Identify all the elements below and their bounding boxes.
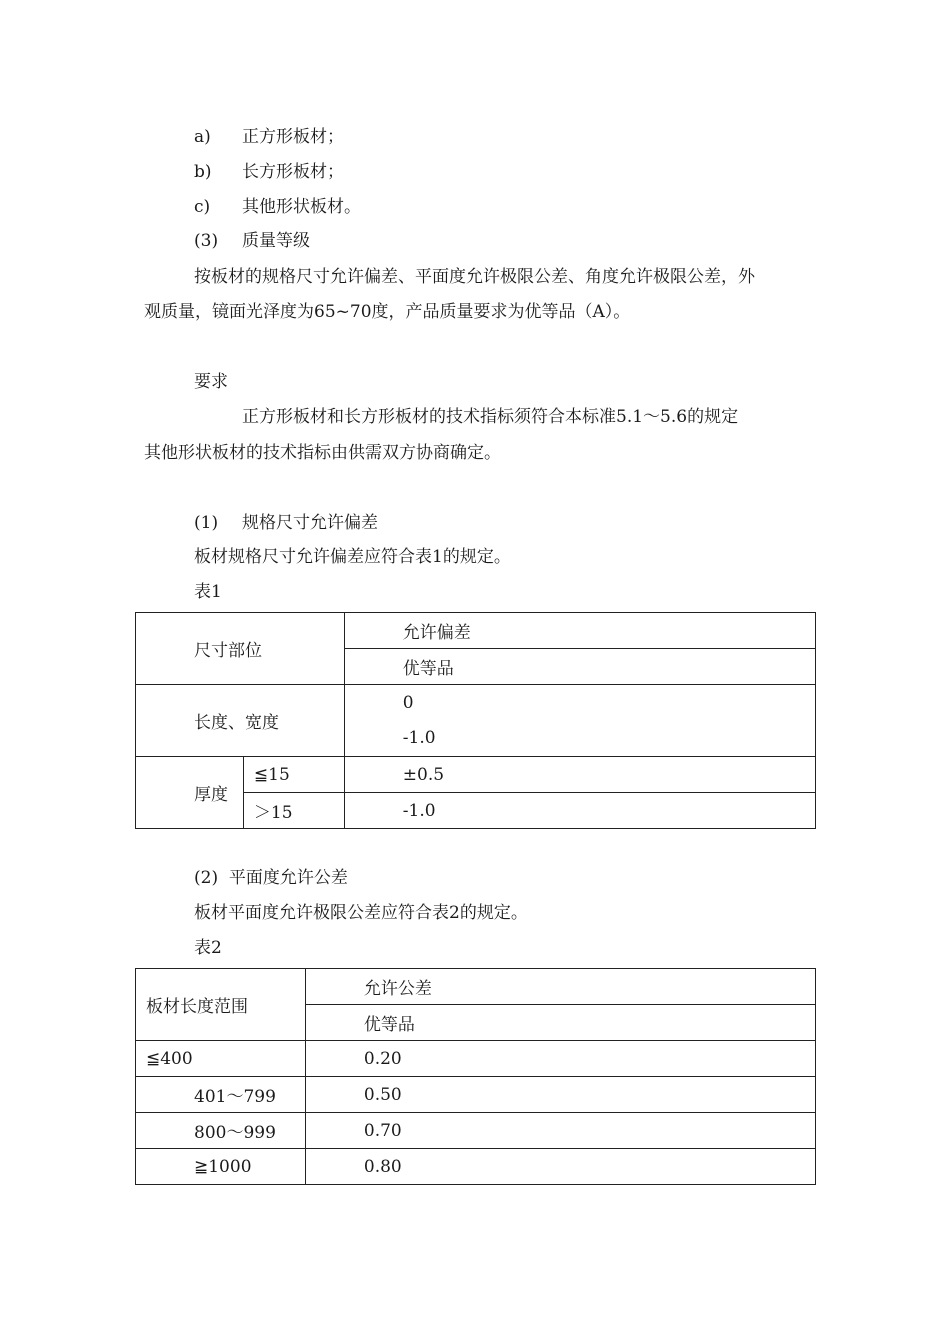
- table-row: [136, 1077, 816, 1113]
- table1-value-upper: 0: [402, 692, 414, 713]
- list-marker: a): [194, 127, 211, 147]
- section1-text: 板材规格尺寸允许偏差应符合表1的规定。: [194, 547, 511, 567]
- section1-heading: [194, 512, 378, 534]
- table2-value: 0.50: [305, 1077, 815, 1113]
- list-marker: b): [194, 162, 212, 182]
- table1-row-value: -1.0: [344, 793, 815, 829]
- requirements-line2: 其他形状板材的技术指标由供需双方协商确定。: [144, 443, 501, 463]
- table1-row-condition: ≦15: [243, 757, 344, 793]
- table-1: [135, 612, 816, 829]
- table1-col1-header: 尺寸部位: [136, 613, 345, 685]
- table1-row-value: [344, 685, 815, 757]
- section-marker: (3): [194, 231, 219, 251]
- table2-value: 0.70: [305, 1113, 815, 1149]
- table2-label: 表2: [194, 938, 222, 958]
- section-marker: (2): [194, 868, 219, 888]
- table1-col2-subheader: 优等品: [344, 649, 815, 685]
- section-heading: 平面度允许公差: [228, 868, 348, 888]
- table1-row-value: ±0.5: [344, 757, 815, 793]
- quality-heading: [194, 230, 310, 252]
- quality-paragraph-line1: 按板材的规格尺寸允许偏差、平面度允许极限公差、角度允许极限公差，外: [194, 267, 755, 287]
- list-text: 长方形板材；: [242, 162, 344, 182]
- table2-col1-header: 板材长度范围: [136, 969, 306, 1041]
- table2-col2-subheader: 优等品: [305, 1005, 815, 1041]
- section2-heading: [194, 867, 348, 889]
- table2-col2-header: 允许公差: [305, 969, 815, 1005]
- table1-row-label: 长度、宽度: [136, 685, 345, 757]
- table-row: [136, 1041, 816, 1077]
- section2-text: 板材平面度允许极限公差应符合表2的规定。: [194, 903, 528, 923]
- table-row: [136, 1149, 816, 1185]
- table2-range: ≧1000: [136, 1149, 306, 1185]
- section-marker: (1): [194, 513, 219, 533]
- list-text: 正方形板材；: [242, 127, 344, 147]
- quality-paragraph-line2: 观质量，镜面光泽度为65~70度，产品质量要求为优等品（A）。: [144, 302, 631, 322]
- section-heading: 质量等级: [242, 231, 310, 251]
- list-marker: c): [194, 197, 211, 217]
- list-text: 其他形状板材。: [242, 197, 361, 217]
- list-item-b: [194, 161, 344, 183]
- table1-value-lower: -1.0: [402, 727, 436, 748]
- table1-row-label: 厚度: [136, 757, 244, 829]
- table2-range: 401～799: [136, 1077, 306, 1113]
- requirements-line1: 正方形板材和长方形板材的技术指标须符合本标准5.1～5.6的规定: [242, 407, 739, 427]
- section-heading: 规格尺寸允许偏差: [242, 513, 378, 533]
- requirements-heading: 要求: [194, 372, 228, 392]
- list-item-a: [194, 126, 344, 148]
- table-row: [136, 1113, 816, 1149]
- table2-range: ≦400: [136, 1041, 306, 1077]
- table2-range: 800～999: [136, 1113, 306, 1149]
- table2-value: 0.20: [305, 1041, 815, 1077]
- list-item-c: [194, 196, 361, 218]
- table1-col2-header: 允许偏差: [344, 613, 815, 649]
- table-2: [135, 968, 816, 1185]
- table2-value: 0.80: [305, 1149, 815, 1185]
- table1-label: 表1: [194, 582, 222, 602]
- table1-row-condition: ＞15: [243, 793, 344, 829]
